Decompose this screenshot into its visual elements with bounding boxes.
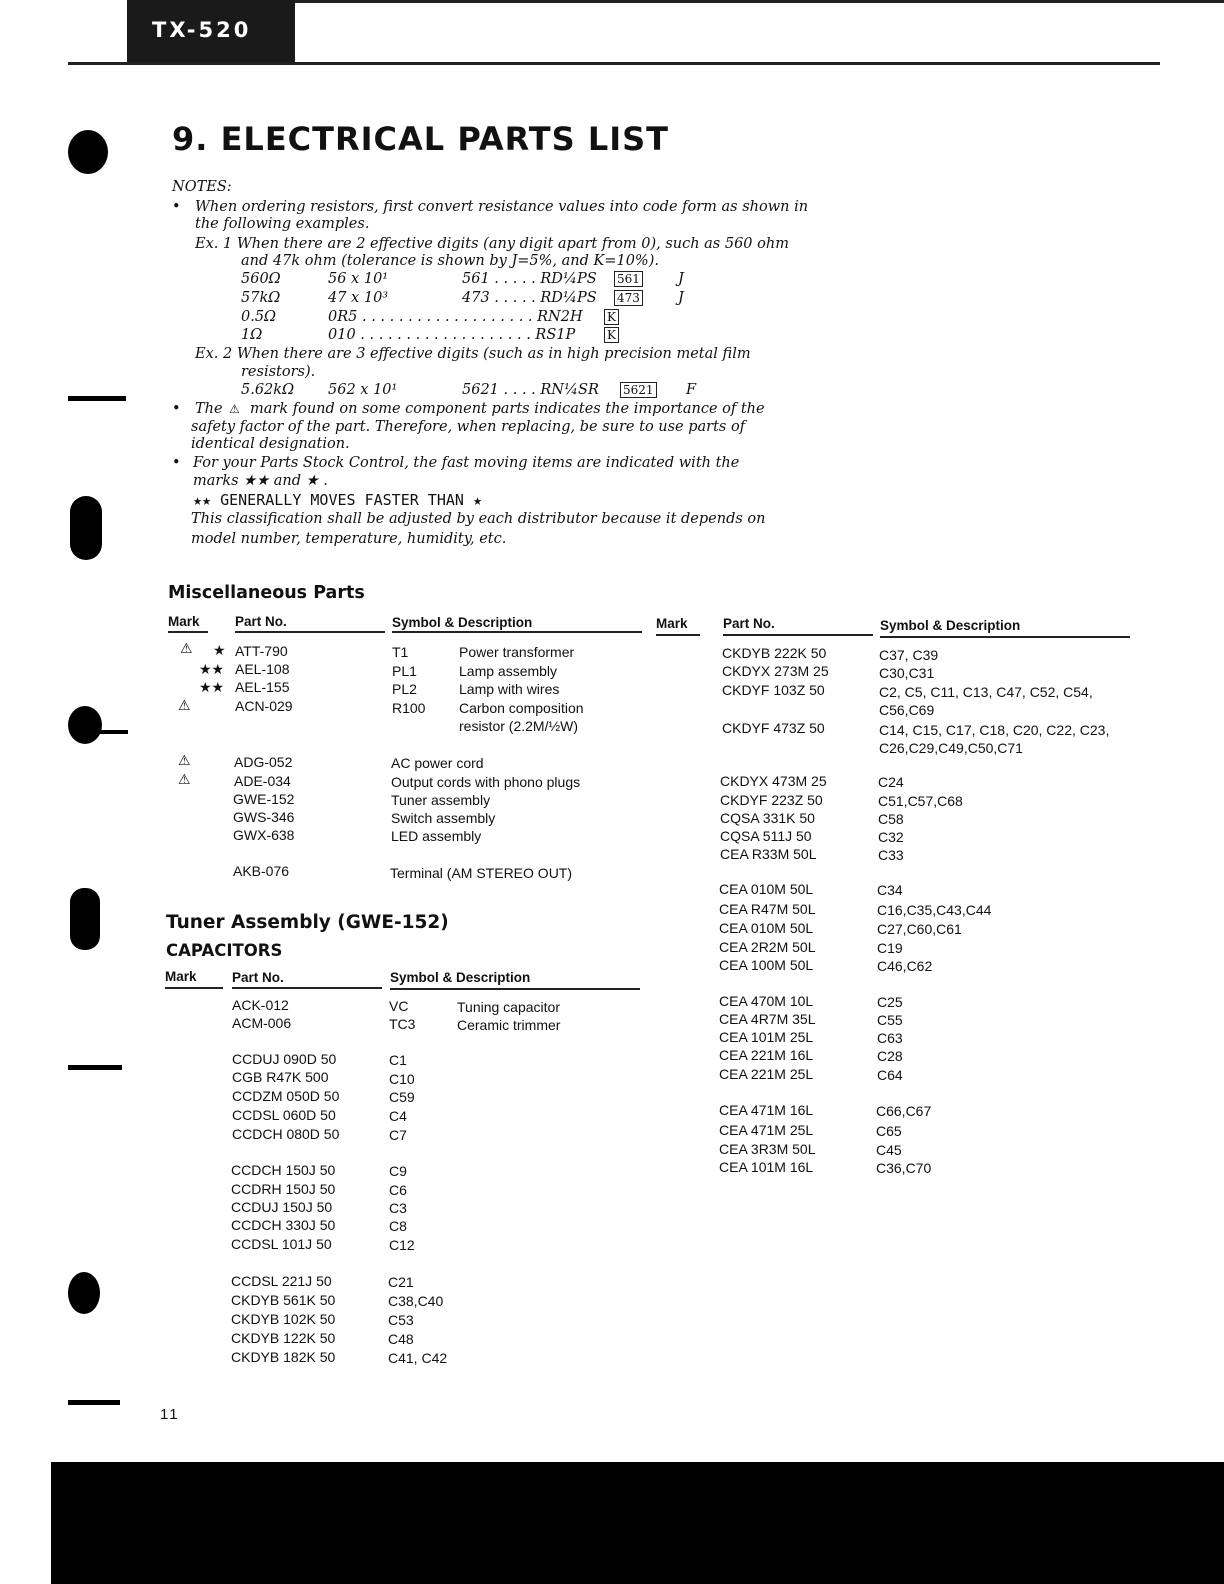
notes-line: and 47k ohm (tolerance is shown by J=5%, and K=10%). bbox=[241, 253, 659, 269]
tuner-symbol: C38,C40 bbox=[388, 1293, 444, 1309]
right-part-no: CKDYX 273M 25 bbox=[722, 663, 829, 679]
ex1-value: 560Ω bbox=[241, 271, 281, 287]
binder-mark bbox=[100, 730, 128, 734]
tuner-description: Tuning capacitor bbox=[457, 999, 560, 1015]
right-part-no: CEA R33M 50L bbox=[720, 846, 817, 862]
right-symbol: C37, C39 bbox=[879, 647, 939, 663]
misc-symbol: R100 bbox=[392, 700, 426, 716]
right-symbol: C63 bbox=[877, 1030, 903, 1046]
ex1-code: 010 . . . . . . . . . . . . . . . . . . . RS1P bbox=[328, 327, 576, 343]
notes-line: safety factor of the part. Therefore, when replacing, be sure to use parts of bbox=[191, 419, 746, 435]
binder-hole bbox=[68, 130, 108, 174]
tuner-part-no: CCDZM 050D 50 bbox=[232, 1088, 340, 1104]
notes-line: For your Parts Stock Control, the fast moving items are indicated with the bbox=[193, 455, 740, 471]
notes-heading: NOTES: bbox=[172, 179, 232, 195]
right-symbol: C51,C57,C68 bbox=[878, 793, 963, 809]
right-part-no: CKDYF 473Z 50 bbox=[722, 720, 825, 736]
ex1-boxed-code: K bbox=[604, 309, 619, 325]
right-part-no: CEA 470M 10L bbox=[719, 993, 814, 1009]
tuner-part-no: ACK-012 bbox=[232, 997, 289, 1013]
right-part-no: CEA 4R7M 35L bbox=[719, 1011, 816, 1027]
tuner-symbol: C8 bbox=[389, 1218, 407, 1234]
ex1-tolerance: J bbox=[678, 290, 684, 306]
misc-symbol: PL2 bbox=[392, 681, 417, 697]
right-part-no: CEA 221M 25L bbox=[719, 1066, 814, 1082]
tuner-symbol: C12 bbox=[389, 1237, 415, 1253]
tuner-part-no: CCDUJ 090D 50 bbox=[232, 1051, 337, 1067]
tuner-section-title: Tuner Assembly (GWE-152) bbox=[166, 912, 449, 933]
misc-part-no: GWX-638 bbox=[233, 827, 295, 843]
misc-symbol: AC power cord bbox=[391, 755, 484, 771]
ex2-tolerance: F bbox=[686, 382, 697, 398]
tuner-part-no: CKDYB 122K 50 bbox=[231, 1330, 336, 1346]
right-part-no: CEA 471M 25L bbox=[719, 1122, 814, 1138]
tuner-col-symbol: Symbol & Description bbox=[390, 970, 531, 985]
notes-line: This classification shall be adjusted by each distributor because it depends on bbox=[191, 511, 766, 527]
tuner-symbol: C10 bbox=[389, 1071, 415, 1087]
right-symbol: C55 bbox=[877, 1012, 903, 1028]
right-part-no: CEA R47M 50L bbox=[719, 901, 816, 917]
tuner-symbol: C1 bbox=[389, 1052, 407, 1068]
right-part-no: CEA 101M 25L bbox=[719, 1029, 814, 1045]
notes-line: resistors). bbox=[241, 364, 316, 380]
tuner-part-no: CCDCH 150J 50 bbox=[231, 1162, 336, 1178]
misc-col-mark: Mark bbox=[168, 614, 200, 629]
ex1-mantissa: 47 x 10³ bbox=[328, 290, 389, 306]
misc-part-no: GWE-152 bbox=[233, 791, 295, 807]
misc-symbol: Output cords with phono plugs bbox=[391, 774, 581, 790]
misc-description: Power transformer bbox=[459, 644, 575, 660]
tuner-part-no: CGB R47K 500 bbox=[232, 1069, 329, 1085]
tuner-part-no: CKDYB 561K 50 bbox=[231, 1292, 336, 1308]
star-mark-icon: ★★ bbox=[199, 661, 225, 677]
ex1-boxed-code: K bbox=[604, 327, 619, 343]
ex1-value: 57kΩ bbox=[241, 290, 281, 306]
header-underline bbox=[168, 631, 208, 633]
misc-description: Lamp assembly bbox=[459, 663, 558, 679]
right-part-no: CKDYF 223Z 50 bbox=[720, 792, 823, 808]
misc-symbol: Terminal (AM STEREO OUT) bbox=[390, 865, 573, 881]
warning-icon: ⚠ bbox=[229, 402, 240, 416]
right-part-no: CEA 2R2M 50L bbox=[719, 939, 816, 955]
header-rule bbox=[68, 62, 1160, 65]
misc-symbol: Tuner assembly bbox=[391, 792, 491, 808]
tuner-symbol: C9 bbox=[389, 1163, 407, 1179]
right-part-no: CQSA 331K 50 bbox=[720, 810, 815, 826]
notes-line: Ex. 1 When there are 2 effective digits (any digit apart from 0), such as 560 ohm bbox=[195, 236, 789, 252]
tuner-symbol: C41, C42 bbox=[388, 1350, 448, 1366]
scan-bottom-band bbox=[51, 1462, 1224, 1584]
tuner-part-no: CKDYB 182K 50 bbox=[231, 1349, 336, 1365]
misc-part-no: GWS-346 bbox=[233, 809, 295, 825]
right-symbol: C32 bbox=[878, 829, 904, 845]
notes-line: mark found on some component parts indicates the importance of the bbox=[250, 401, 765, 417]
ex2-mantissa: 562 x 10¹ bbox=[328, 382, 398, 398]
right-symbol: C19 bbox=[877, 940, 903, 956]
right-part-no: CKDYF 103Z 50 bbox=[722, 682, 825, 698]
right-symbol: C36,C70 bbox=[876, 1160, 932, 1176]
header-underline bbox=[723, 634, 873, 636]
binder-hole bbox=[68, 706, 102, 744]
tuner-part-no: CCDSL 101J 50 bbox=[231, 1236, 332, 1252]
bullet-icon: • bbox=[172, 455, 181, 471]
tuner-part-no: CKDYB 102K 50 bbox=[231, 1311, 336, 1327]
right-col-symbol: Symbol & Description bbox=[880, 618, 1021, 633]
misc-symbol: PL1 bbox=[392, 663, 417, 679]
misc-part-no: AKB-076 bbox=[233, 863, 290, 879]
binder-mark bbox=[68, 1400, 120, 1405]
right-symbol: C26,C29,C49,C50,C71 bbox=[879, 740, 1023, 756]
binder-hole bbox=[68, 1272, 100, 1314]
right-symbol: C27,C60,C61 bbox=[877, 921, 962, 937]
ex1-value: 1Ω bbox=[241, 327, 263, 343]
header-underline bbox=[880, 636, 1130, 638]
notes-line: marks ★★ and ★ . bbox=[193, 473, 328, 489]
model-label: TX-520 bbox=[152, 18, 252, 42]
safety-mark-icon: ⚠ bbox=[180, 640, 193, 656]
tuner-symbol: C4 bbox=[389, 1108, 407, 1124]
tuner-symbol: C59 bbox=[389, 1089, 415, 1105]
tuner-symbol: C53 bbox=[388, 1312, 414, 1328]
right-part-no: CKDYX 473M 25 bbox=[720, 773, 827, 789]
right-symbol: C16,C35,C43,C44 bbox=[877, 902, 992, 918]
right-part-no: CEA 221M 16L bbox=[719, 1047, 814, 1063]
right-part-no: CEA 3R3M 50L bbox=[719, 1141, 816, 1157]
notes-line: ★★ GENERALLY MOVES FASTER THAN ★ bbox=[193, 491, 482, 509]
tuner-part-no: CCDSL 060D 50 bbox=[232, 1107, 336, 1123]
misc-symbol: Switch assembly bbox=[391, 810, 496, 826]
tuner-part-no: ACM-006 bbox=[232, 1015, 292, 1031]
header-underline bbox=[390, 988, 640, 990]
ex2-boxed-code: 5621 bbox=[620, 382, 657, 398]
ex1-value: 0.5Ω bbox=[241, 309, 277, 325]
page-number: 11 bbox=[160, 1406, 180, 1423]
tuner-part-no: CCDSL 221J 50 bbox=[231, 1273, 332, 1289]
tuner-col-mark: Mark bbox=[165, 969, 197, 984]
misc-col-symbol: Symbol & Description bbox=[392, 615, 533, 630]
notes-line: Ex. 2 When there are 3 effective digits (such as in high precision metal film bbox=[195, 346, 751, 362]
ex1-code: 0R5 . . . . . . . . . . . . . . . . . . . RN2H bbox=[328, 309, 583, 325]
header-underline bbox=[656, 634, 700, 636]
right-symbol: C33 bbox=[878, 847, 904, 863]
ex1-code: 473 . . . . . RD¼PS bbox=[462, 290, 597, 306]
ex1-code: 561 . . . . . RD¼PS bbox=[462, 271, 597, 287]
right-symbol: C45 bbox=[876, 1142, 902, 1158]
right-part-no: CKDYB 222K 50 bbox=[722, 645, 827, 661]
right-symbol: C56,C69 bbox=[879, 702, 935, 718]
right-symbol: C65 bbox=[876, 1123, 902, 1139]
right-part-no: CEA 100M 50L bbox=[719, 957, 814, 973]
right-part-no: CEA 101M 16L bbox=[719, 1159, 814, 1175]
misc-part-no: ADE-034 bbox=[234, 773, 291, 789]
notes-line: the following examples. bbox=[195, 216, 370, 232]
right-part-no: CEA 010M 50L bbox=[719, 920, 814, 936]
tuner-symbol: C3 bbox=[389, 1200, 407, 1216]
binder-slot bbox=[70, 496, 102, 560]
ex2-value: 5.62kΩ bbox=[241, 382, 295, 398]
misc-section-title: Miscellaneous Parts bbox=[168, 583, 365, 603]
star-mark-icon: ★ bbox=[213, 642, 226, 658]
right-symbol: C2, C5, C11, C13, C47, C52, C54, bbox=[879, 684, 1093, 700]
binder-slot bbox=[70, 888, 100, 950]
right-symbol: C14, C15, C17, C18, C20, C22, C23, bbox=[879, 722, 1110, 738]
right-part-no: CEA 471M 16L bbox=[719, 1102, 814, 1118]
binder-mark bbox=[68, 396, 126, 401]
safety-mark-icon: ⚠ bbox=[178, 752, 191, 768]
misc-symbol: LED assembly bbox=[391, 828, 482, 844]
right-symbol: C34 bbox=[877, 882, 903, 898]
tuner-symbol: C7 bbox=[389, 1127, 407, 1143]
ex2-code: 5621 . . . . RN¼SR bbox=[462, 382, 599, 398]
safety-mark-icon: ⚠ bbox=[178, 771, 191, 787]
right-col-mark: Mark bbox=[656, 616, 688, 631]
header-underline bbox=[392, 631, 642, 633]
notes-line: The bbox=[195, 401, 223, 417]
misc-part-no: AEL-155 bbox=[235, 679, 290, 695]
tuner-symbol: VC bbox=[389, 998, 409, 1014]
misc-part-no: ACN-029 bbox=[235, 698, 293, 714]
ex1-boxed-code: 473 bbox=[614, 290, 643, 306]
misc-description: resistor (2.2M/½W) bbox=[459, 718, 579, 734]
top-edge-line bbox=[295, 0, 1224, 3]
right-symbol: C66,C67 bbox=[876, 1103, 932, 1119]
notes-line: identical designation. bbox=[191, 436, 350, 452]
header-underline bbox=[235, 631, 385, 633]
ex1-boxed-code: 561 bbox=[614, 271, 643, 287]
misc-part-no: AEL-108 bbox=[235, 661, 290, 677]
right-part-no: CQSA 511J 50 bbox=[720, 828, 812, 844]
notes-line: When ordering resistors, first convert resistance values into code form as shown in bbox=[195, 199, 809, 215]
bullet-icon: • bbox=[172, 199, 181, 215]
capacitors-subtitle: CAPACITORS bbox=[166, 941, 283, 960]
header-underline bbox=[232, 987, 382, 989]
tuner-symbol: C48 bbox=[388, 1331, 414, 1347]
misc-part-no: ATT-790 bbox=[235, 643, 288, 659]
misc-description: Carbon composition bbox=[459, 700, 584, 716]
misc-description: Lamp with wires bbox=[459, 681, 560, 697]
tuner-part-no: CCDRH 150J 50 bbox=[231, 1181, 336, 1197]
right-symbol: C64 bbox=[877, 1067, 903, 1083]
page-title: 9. ELECTRICAL PARTS LIST bbox=[172, 120, 669, 158]
tuner-col-part: Part No. bbox=[232, 970, 284, 985]
right-symbol: C25 bbox=[877, 994, 903, 1010]
ex1-tolerance: J bbox=[678, 271, 684, 287]
tuner-symbol: C6 bbox=[389, 1182, 407, 1198]
ex1-mantissa: 56 x 10¹ bbox=[328, 271, 389, 287]
header-underline bbox=[165, 987, 223, 989]
right-col-part: Part No. bbox=[723, 616, 775, 631]
right-symbol: C58 bbox=[878, 811, 904, 827]
misc-symbol: T1 bbox=[392, 644, 409, 660]
star-mark-icon: ★★ bbox=[199, 679, 225, 695]
tuner-symbol: TC3 bbox=[389, 1016, 416, 1032]
binder-mark bbox=[68, 1065, 122, 1070]
safety-mark-icon: ⚠ bbox=[178, 697, 191, 713]
tuner-symbol: C21 bbox=[388, 1274, 414, 1290]
misc-part-no: ADG-052 bbox=[234, 754, 293, 770]
right-part-no: CEA 010M 50L bbox=[719, 881, 814, 897]
tuner-description: Ceramic trimmer bbox=[457, 1017, 561, 1033]
tuner-part-no: CCDCH 080D 50 bbox=[232, 1126, 340, 1142]
bullet-icon: • bbox=[172, 401, 181, 417]
misc-col-part: Part No. bbox=[235, 614, 287, 629]
notes-line: model number, temperature, humidity, etc. bbox=[191, 531, 507, 547]
tuner-part-no: CCDUJ 150J 50 bbox=[231, 1199, 333, 1215]
right-symbol: C28 bbox=[877, 1048, 903, 1064]
right-symbol: C30,C31 bbox=[879, 665, 935, 681]
right-symbol: C24 bbox=[878, 774, 904, 790]
right-symbol: C46,C62 bbox=[877, 958, 933, 974]
tuner-part-no: CCDCH 330J 50 bbox=[231, 1217, 336, 1233]
